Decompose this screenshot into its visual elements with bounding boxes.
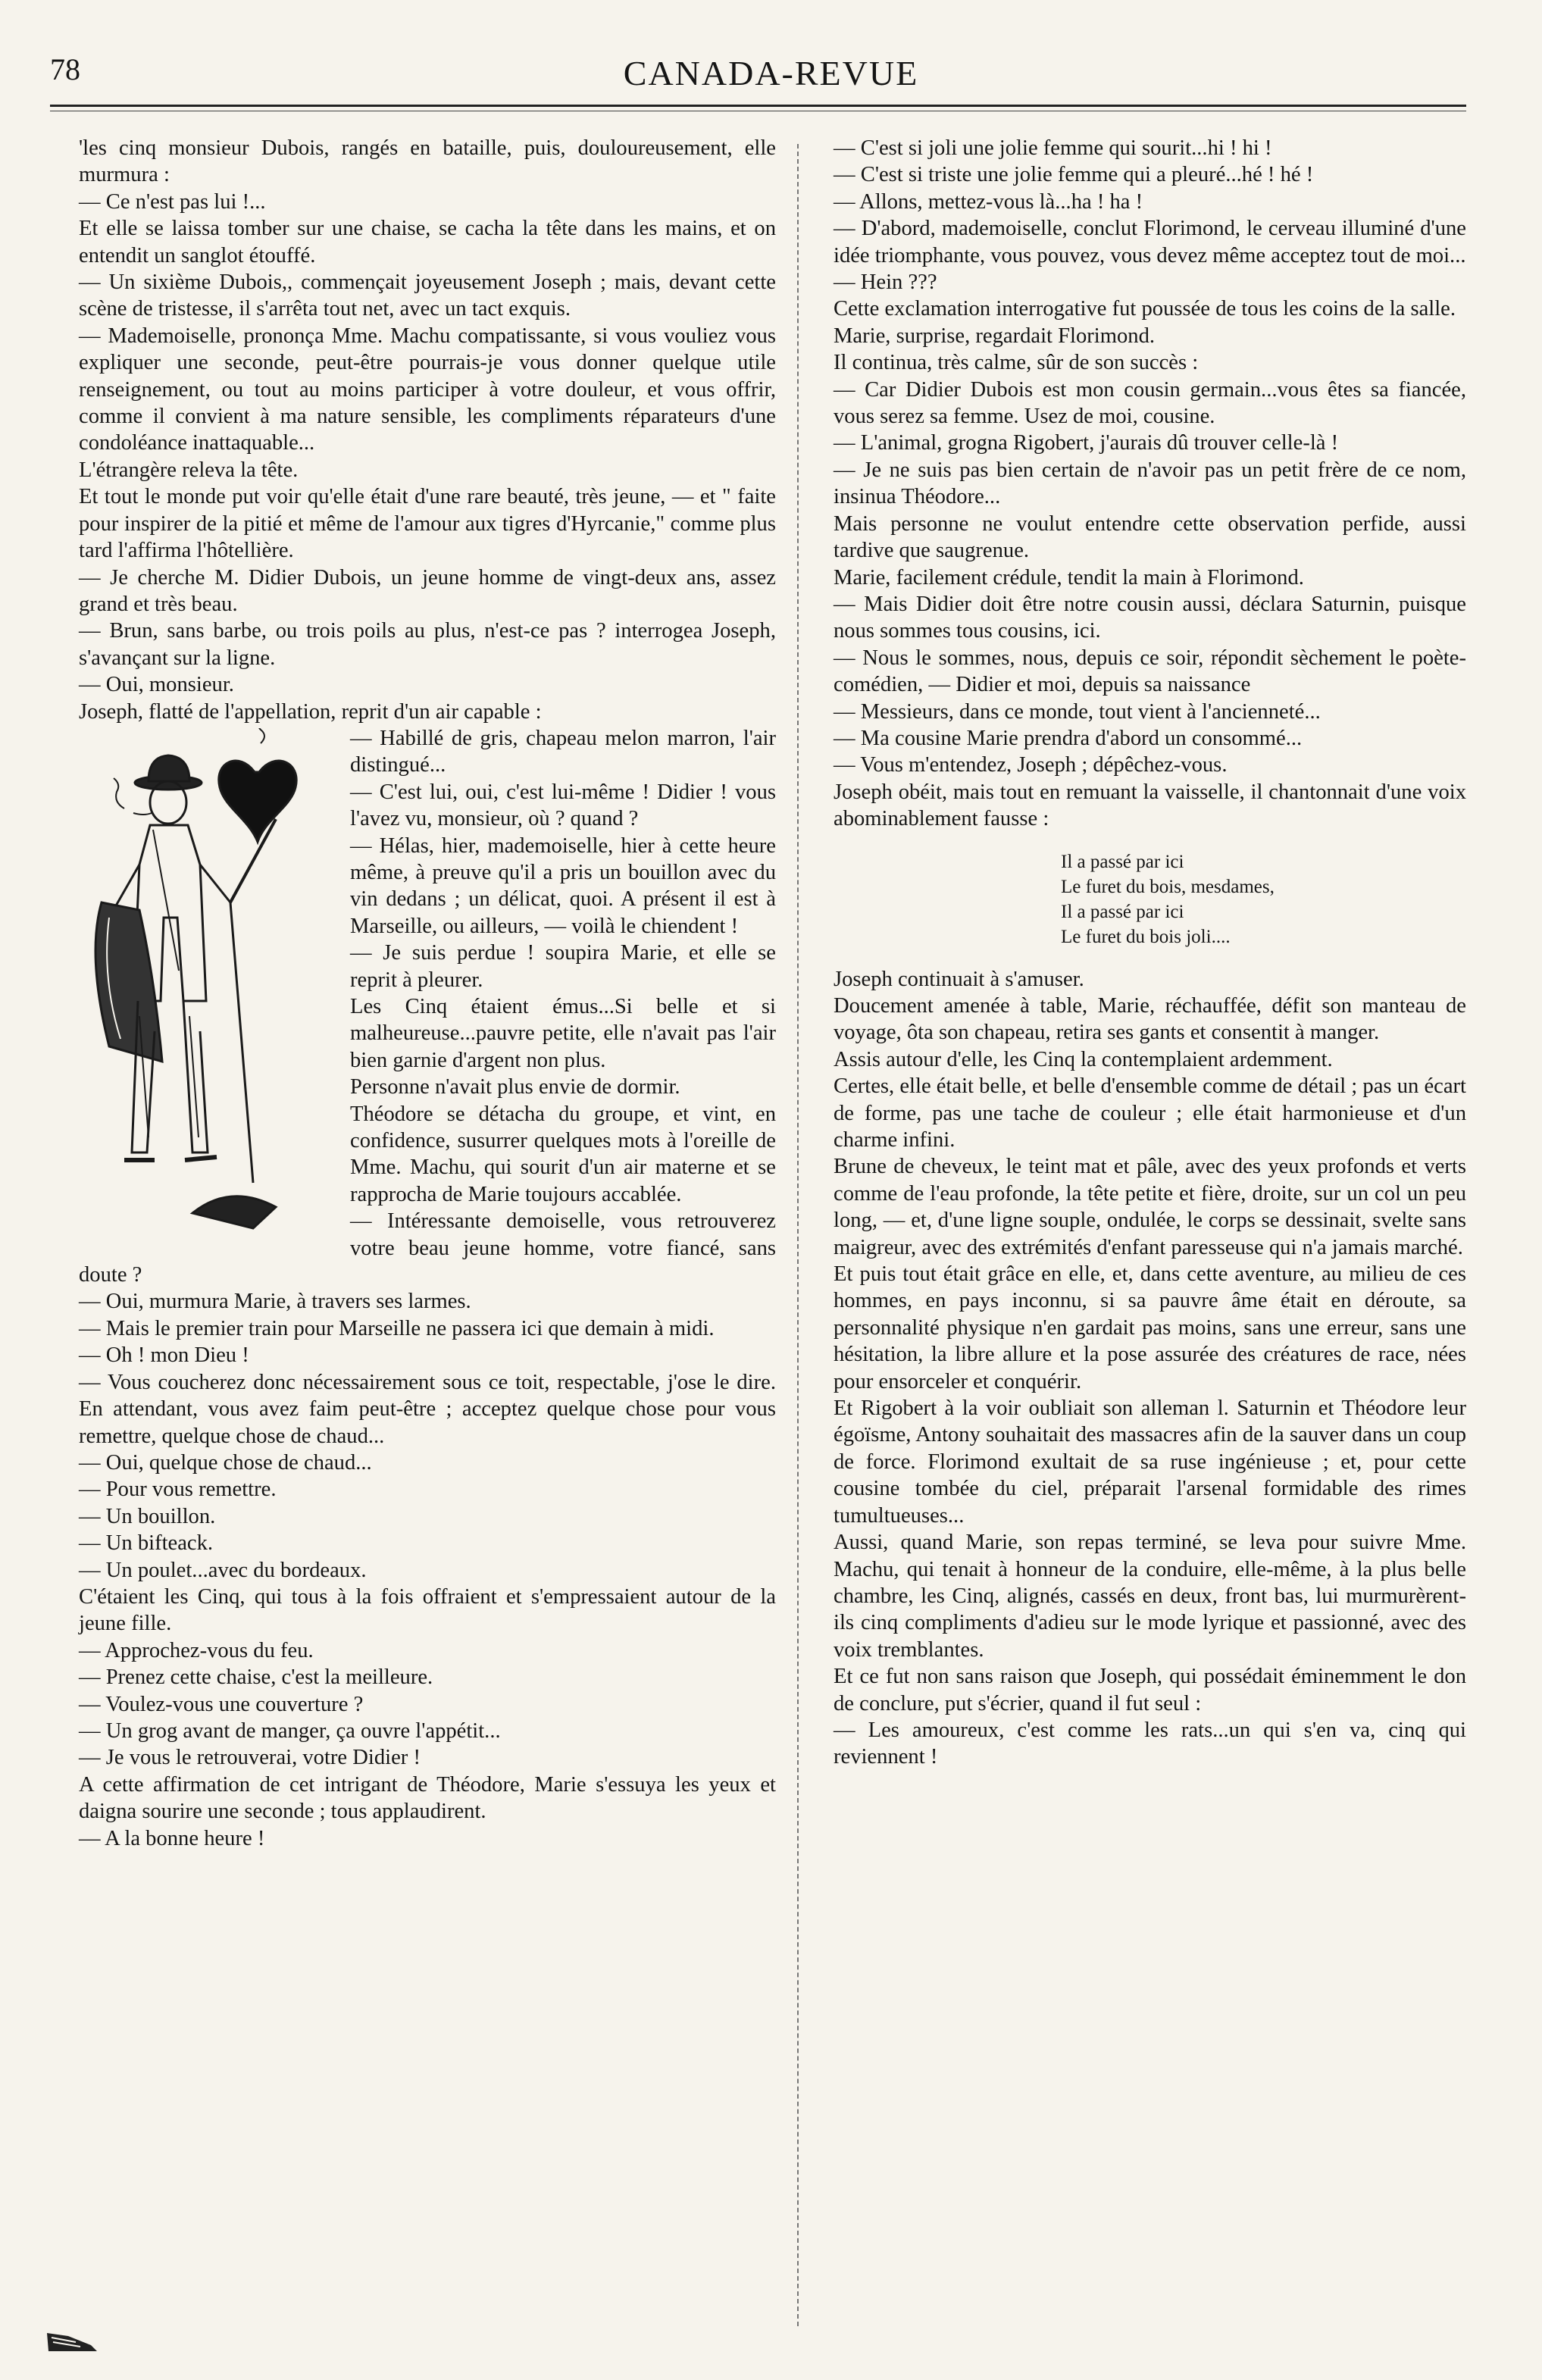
paragraph: — D'abord, mademoiselle, conclut Florimond, le cerveau illuminé d'une idée triomphante, vous pouvez, vous devez même acceptez tout de moi... (834, 217, 1466, 267)
song-line: Le furet du bois joli.... (1061, 926, 1231, 947)
paragraph: Et Rigobert à la voir oubliait son alleman l. Saturnin et Théodore leur égoïsme, Antony souhaitait des massacres afin de la sauver dans un coup de force. Florimond exultait de sa ruse ingénieuse ; et, pour cette cousine tombée du ciel, préparait l'arsenal formidable des rimes tumultueuses... (834, 1396, 1466, 1528)
paragraph: Marie, surprise, regardait Florimond. (834, 324, 1156, 348)
paragraph: — Pour vous remettre. (79, 1478, 277, 1502)
paragraph: — Je suis perdue ! soupira Marie, et elle se reprit à pleurer. (350, 941, 776, 992)
paragraph: — Mais le premier train pour Marseille ne passera ici que demain à midi. (79, 1316, 715, 1340)
paragraph: — Je ne suis pas bien certain de n'avoir pas un petit frère de ce nom, insinua Théodore... (834, 458, 1466, 509)
paragraph: — Je cherche M. Didier Dubois, un jeune homme de vingt-deux ans, assez grand et très beau. (79, 565, 776, 616)
paragraph: Assis autour d'elle, les Cinq la contemplaient ardemment. (834, 1047, 1333, 1071)
paragraph: — Mais Didier doit être notre cousin aussi, déclara Saturnin, puisque nous sommes tous cousins, ici. (834, 592, 1466, 643)
paragraph: Et tout le monde put voir qu'elle était d'une rare beauté, très jeune, — et " faite pour inspirer de la pitié et même de l'amour aux tigres d'Hyrcanie," comme plus tard l'affirma l'hôtellière. (79, 485, 776, 563)
column-divider (797, 144, 799, 2326)
running-title: CANADA-REVUE (623, 54, 919, 92)
paragraph: Joseph continuait à s'amuser. (834, 967, 1084, 991)
paragraph: — Un sixième Dubois,, commençait joyeusement Joseph ; mais, devant cette scène de tristesse, il s'arrêta tout net, avec un tact exquis. (79, 271, 776, 321)
page-number: 78 (50, 52, 80, 86)
paragraph: — C'est si joli une jolie femme qui sourit...hi ! hi ! (834, 136, 1272, 160)
paragraph: — C'est si triste une jolie femme qui a pleuré...hé ! hé ! (834, 163, 1314, 187)
paragraph: — Je vous le retrouverai, votre Didier ! (79, 1746, 421, 1770)
paragraph: — L'animal, grogna Rigobert, j'aurais dû trouver celle-là ! (834, 431, 1339, 455)
printer-ornament-icon (45, 2330, 99, 2354)
paragraph: — Hein ??? (834, 271, 937, 295)
paragraph: — Les amoureux, c'est comme les rats...un qui s'en va, cinq qui reviennent ! (834, 1718, 1466, 1769)
paragraph: Certes, elle était belle, et belle d'ensemble comme de détail ; pas un écart de forme, pas une tache de couleur ; elle était harmonieuse et d'un charme infini. (834, 1074, 1466, 1152)
paragraph: 'les cinq monsieur Dubois, rangés en bataille, puis, douloureusement, elle murmura : (79, 136, 776, 187)
paragraph: — C'est lui, oui, c'est lui-même ! Didier ! vous l'avez vu, monsieur, où ? quand ? (350, 780, 776, 831)
paragraph: — Prenez cette chaise, c'est la meilleure. (79, 1665, 433, 1690)
paragraph: — Nous le sommes, nous, depuis ce soir, répondit sèchement le poète-comédien, — Didier et moi, depuis sa naissance (834, 646, 1466, 697)
song-line: Le furet du bois, mesdames, (1061, 876, 1275, 897)
paragraph: Brune de cheveux, le teint mat et pâle, avec des yeux profonds et verts comme de l'eau profonde, la tête petite et fière, droite, sur un col un peu long, — et, d'une ligne souple, ondulée, le corps se dessinait, svelte sans maigreur, avec des extrémités d'enfant paresseuse qui n'a jamais marché. (834, 1155, 1466, 1259)
paragraph: Et elle se laissa tomber sur une chaise, se cacha la tête dans les mains, et on entendit un sanglot étouffé. (79, 217, 776, 267)
paragraph: Joseph, flatté de l'appellation, reprit d'un air capable : (79, 699, 542, 724)
paragraph: L'étrangère releva la tête. (79, 458, 299, 482)
header-rule (50, 105, 1466, 107)
paragraph: Mais personne ne voulut entendre cette observation perfide, aussi tardive que saugrenue. (834, 511, 1466, 563)
dandy-illustration-icon (79, 728, 336, 1251)
paragraph: — Oh ! mon Dieu ! (79, 1343, 249, 1368)
paragraph: Et puis tout était grâce en elle, et, dans cette aventure, au milieu de ces hommes, en pays inconnu, si sa pauvre âme était en déroute, sa personnalité physique n'en gardait pas moins, sans une erreur, sans une hésitation, la libre allure et la pose assurée des créatures de race, nées pour ensorceler et conquérir. (834, 1262, 1466, 1393)
paragraph: — Approchez-vous du feu. (79, 1638, 314, 1662)
paragraph: Joseph obéit, mais tout en remuant la vaisselle, il chantonnait d'une voix abominablement fausse : (834, 780, 1466, 831)
paragraph: Aussi, quand Marie, son repas terminé, se leva pour suivre Mme. Machu, qui tenait à honneur de la conduire, elle-même, à la plus belle chambre, les Cinq, alignés, cassés en deux, front bas, lui murmurèrent-ils cinq compliments d'adieu sur le mode lyrique et passionné, avec des voix tremblantes. (834, 1531, 1466, 1662)
paragraph: — Ce n'est pas lui !... (79, 189, 266, 214)
paragraph: C'étaient les Cinq, qui tous à la fois offraient et s'empressaient autour de la jeune fille. (79, 1584, 776, 1636)
paragraph: — Messieurs, dans ce monde, tout vient à l'ancienneté... (834, 699, 1321, 724)
paragraph: — Un grog avant de manger, ça ouvre l'appétit... (79, 1719, 501, 1743)
paragraph: — Voulez-vous une couverture ? (79, 1692, 364, 1716)
paragraph: — A la bonne heure ! (79, 1826, 265, 1850)
song-verse (1061, 849, 1466, 949)
paragraph: Cette exclamation interrogative fut poussée de tous les coins de la salle. (834, 297, 1456, 321)
left-column (79, 135, 776, 1852)
paragraph: — Vous coucherez donc nécessairement sous ce toit, respectable, j'ose le dire. En attendant, vous avez faim peut-être ; acceptez quelque chose pour vous remettre, quelque chose de chaud... (79, 1370, 776, 1448)
paragraph: — Ma cousine Marie prendra d'abord un consommé... (834, 726, 1303, 750)
paragraph: — Habillé de gris, chapeau melon marron, l'air distingué... (350, 726, 776, 777)
paragraph: Marie, facilement crédule, tendit la main à Florimond. (834, 565, 1304, 590)
paragraph: — Vous m'entendez, Joseph ; dépêchez-vous. (834, 753, 1228, 777)
song-line: Il a passé par ici (1061, 851, 1184, 872)
paragraph: — Un poulet...avec du bordeaux. (79, 1558, 367, 1582)
paragraph: — Car Didier Dubois est mon cousin germain...vous êtes sa fiancée, vous serez sa femme. Usez de moi, cousine. (834, 377, 1466, 429)
paragraph: Et ce fut non sans raison que Joseph, qui possédait éminemment le don de conclure, put s'écrier, quand il fut seul : (834, 1665, 1466, 1715)
paragraph: — Hélas, hier, mademoiselle, hier à cette heure même, à preuve qu'il a pris un bouillon avec du vin dedans ; un délicat, quoi. A présent il est à Marseille, ou ailleurs, — voilà le chiendent ! (350, 833, 776, 938)
paragraph: — Brun, sans barbe, ou trois poils au plus, n'est-ce pas ? interrogea Joseph, s'avançant sur la ligne. (79, 619, 776, 670)
paragraph: — Oui, quelque chose de chaud... (79, 1450, 372, 1475)
paragraph: — Allons, mettez-vous là...ha ! ha ! (834, 189, 1143, 214)
song-line: Il a passé par ici (1061, 901, 1184, 922)
right-column (834, 135, 1466, 1771)
paragraph: A cette affirmation de cet intrigant de Théodore, Marie s'essuya les yeux et daigna sourire une seconde ; tous applaudirent. (79, 1772, 776, 1824)
paragraph: Il continua, très calme, sûr de son succès : (834, 351, 1199, 375)
paragraph: — Mademoiselle, prononça Mme. Machu compatissante, si vous vouliez vous expliquer une seconde, peut-être pourrais-je vous donner quelque utile renseignement, ou tout au moins participer à votre douleur, et vous offrir, comme il convient à ma nature sensible, les compliments réparateurs d'une condoléance inattaquable... (79, 324, 776, 455)
paragraph: — Un bifteack. (79, 1531, 214, 1556)
paragraph: Théodore se détacha du groupe, et vint, en confidence, susurrer quelques mots à l'oreille de Mme. Machu, qui sourit d'un air materne et se rapprocha de Marie toujours accablée. (350, 1102, 776, 1206)
paragraph: Doucement amenée à table, Marie, réchauffée, défit son manteau de voyage, ôta son chapeau, retira ses gants et consentit à manger. (834, 993, 1466, 1045)
paragraph: — Intéressante demoiselle, vous retrouverez votre beau jeune homme, votre fiancé, sans doute ? (79, 1209, 776, 1287)
paragraph: Les Cinq étaient émus...Si belle et si malheureuse...pauvre petite, elle n'avait pas l'air bien garnie d'argent non plus. (350, 995, 776, 1072)
paragraph: Personne n'avait plus envie de dormir. (350, 1075, 680, 1099)
illustration-dandy-with-heart (79, 728, 336, 1251)
paragraph: — Un bouillon. (79, 1504, 216, 1528)
paragraph: — Oui, murmura Marie, à travers ses larmes. (79, 1290, 471, 1314)
paragraph: — Oui, monsieur. (79, 673, 234, 697)
